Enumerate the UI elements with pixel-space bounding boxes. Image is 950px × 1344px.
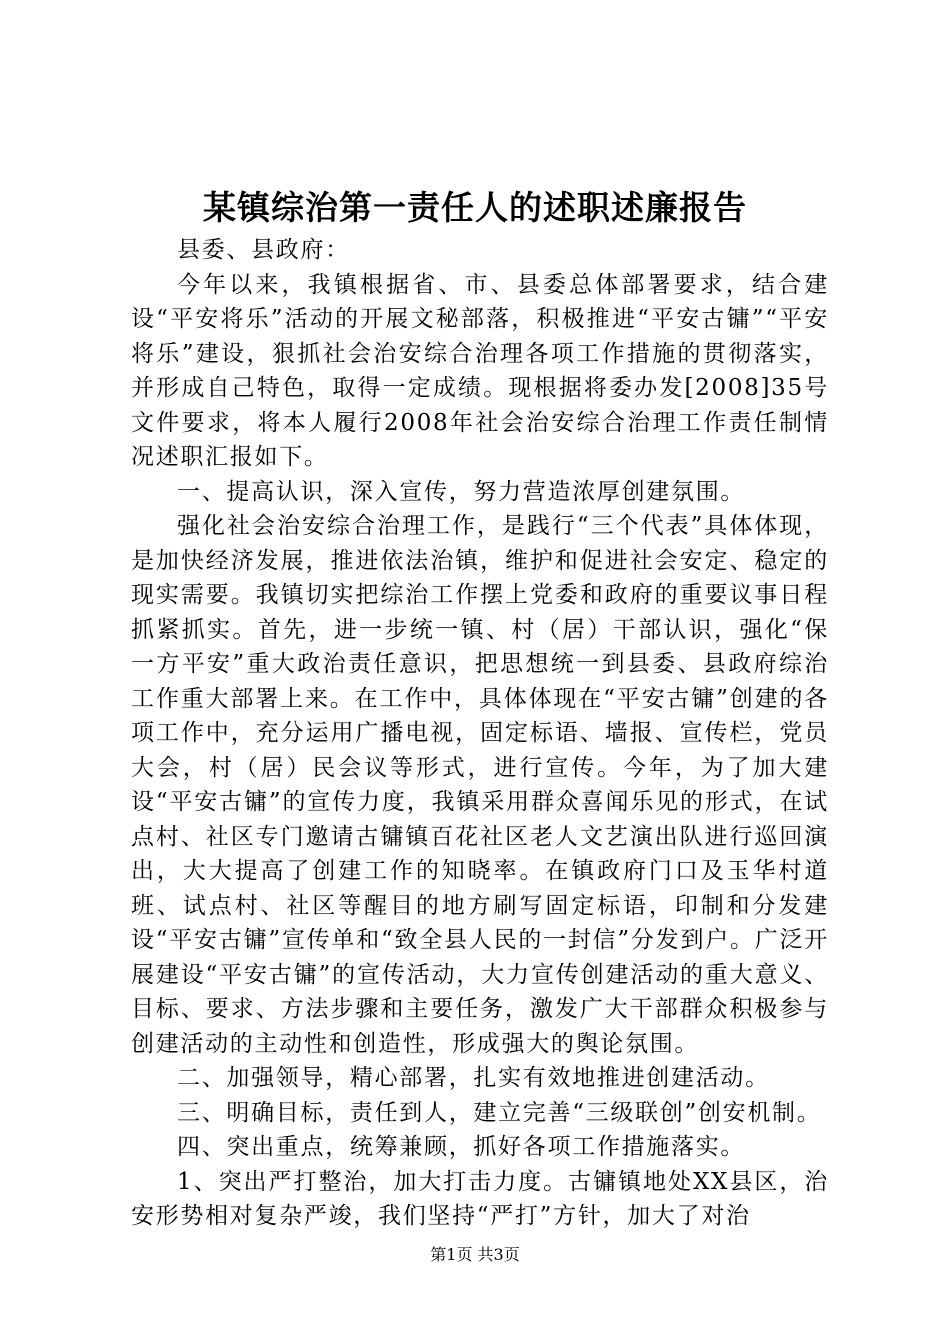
section-heading: 二、加强领导，精心部署，扎实有效地推进创建活动。 xyxy=(177,1065,770,1091)
paragraph: 今年以来，我镇根据省、市、县委总体部署要求，结合建设“平安将乐”活动的开展文秘部落，积极推进“平安古镛”“平安将乐”建设，狠抓社会治安综合治理各项工作措施的贯彻落实，并形成自己特色，取得一定成绩。现根据将委办发[2008]35号文件要求，将本人履行2008年社会治安综合治理工作责任制情况述职汇报如下。 xyxy=(131,271,829,470)
section-heading: 一、提高认识，深入宣传，努力营造浓厚创建氛围。 xyxy=(177,478,746,505)
section-heading: 三、明确目标，责任到人，建立完善“三级联创”创安机制。 xyxy=(177,1099,822,1126)
page-footer: 第1页 共3页 xyxy=(430,1245,520,1264)
paragraph: 强化社会治安综合治理工作，是践行“三个代表”具体体现，是加快经济发展，推进依法治镇，维护和促进社会安定、稳定的现实需要。我镇切实把综治工作摆上党委和政府的重要议事日程抓紧抓实。首先，进一步统一镇、村（居）干部认识，强化“保一方平安”重大政治责任意识，把思想统一到县委、县政府综治工作重大部署上来。在工作中，具体体现在“平安古镛”创建的各项工作中，充分运用广播电视，固定标语、墙报、宣传栏，党员大会，村（居）民会议等形式，进行宣传。今年，为了加大建设“平安古镛”的宣传力度，我镇采用群众喜闻乐见的形式，在试点村、社区专门邀请古镛镇百花社区老人文艺演出队进行巡回演出，大大提高了创建工作的知晓率。在镇政府门口及玉华村道班、试点村、社区等醒目的地方刷写固定标语，印制和分发建设“平安古镛”宣传单和“致全县人民的一封信”分发到户。广泛开展建设“平安古镛”的宣传活动，大力宣传创建活动的重大意义、目标、要求、方法步骤和主要任务，激发广大干部群众积极参与创建活动的主动性和创造性，形成强大的舆论氛围。 xyxy=(131,513,829,1057)
section-heading: 四、突出重点，统筹兼顾，抓好各项工作措施落实。 xyxy=(177,1134,746,1160)
paragraph: 1、突出严打整治，加大打击力度。古镛镇地处XX县区，治安形势相对复杂严竣，我们坚持“严打”方针，加大了对治 xyxy=(131,1168,829,1229)
salutation: 县委、县政府： xyxy=(177,237,350,263)
document-title: 某镇综治第一责任人的述职述廉报告 xyxy=(203,188,747,227)
document-body xyxy=(131,233,829,1234)
